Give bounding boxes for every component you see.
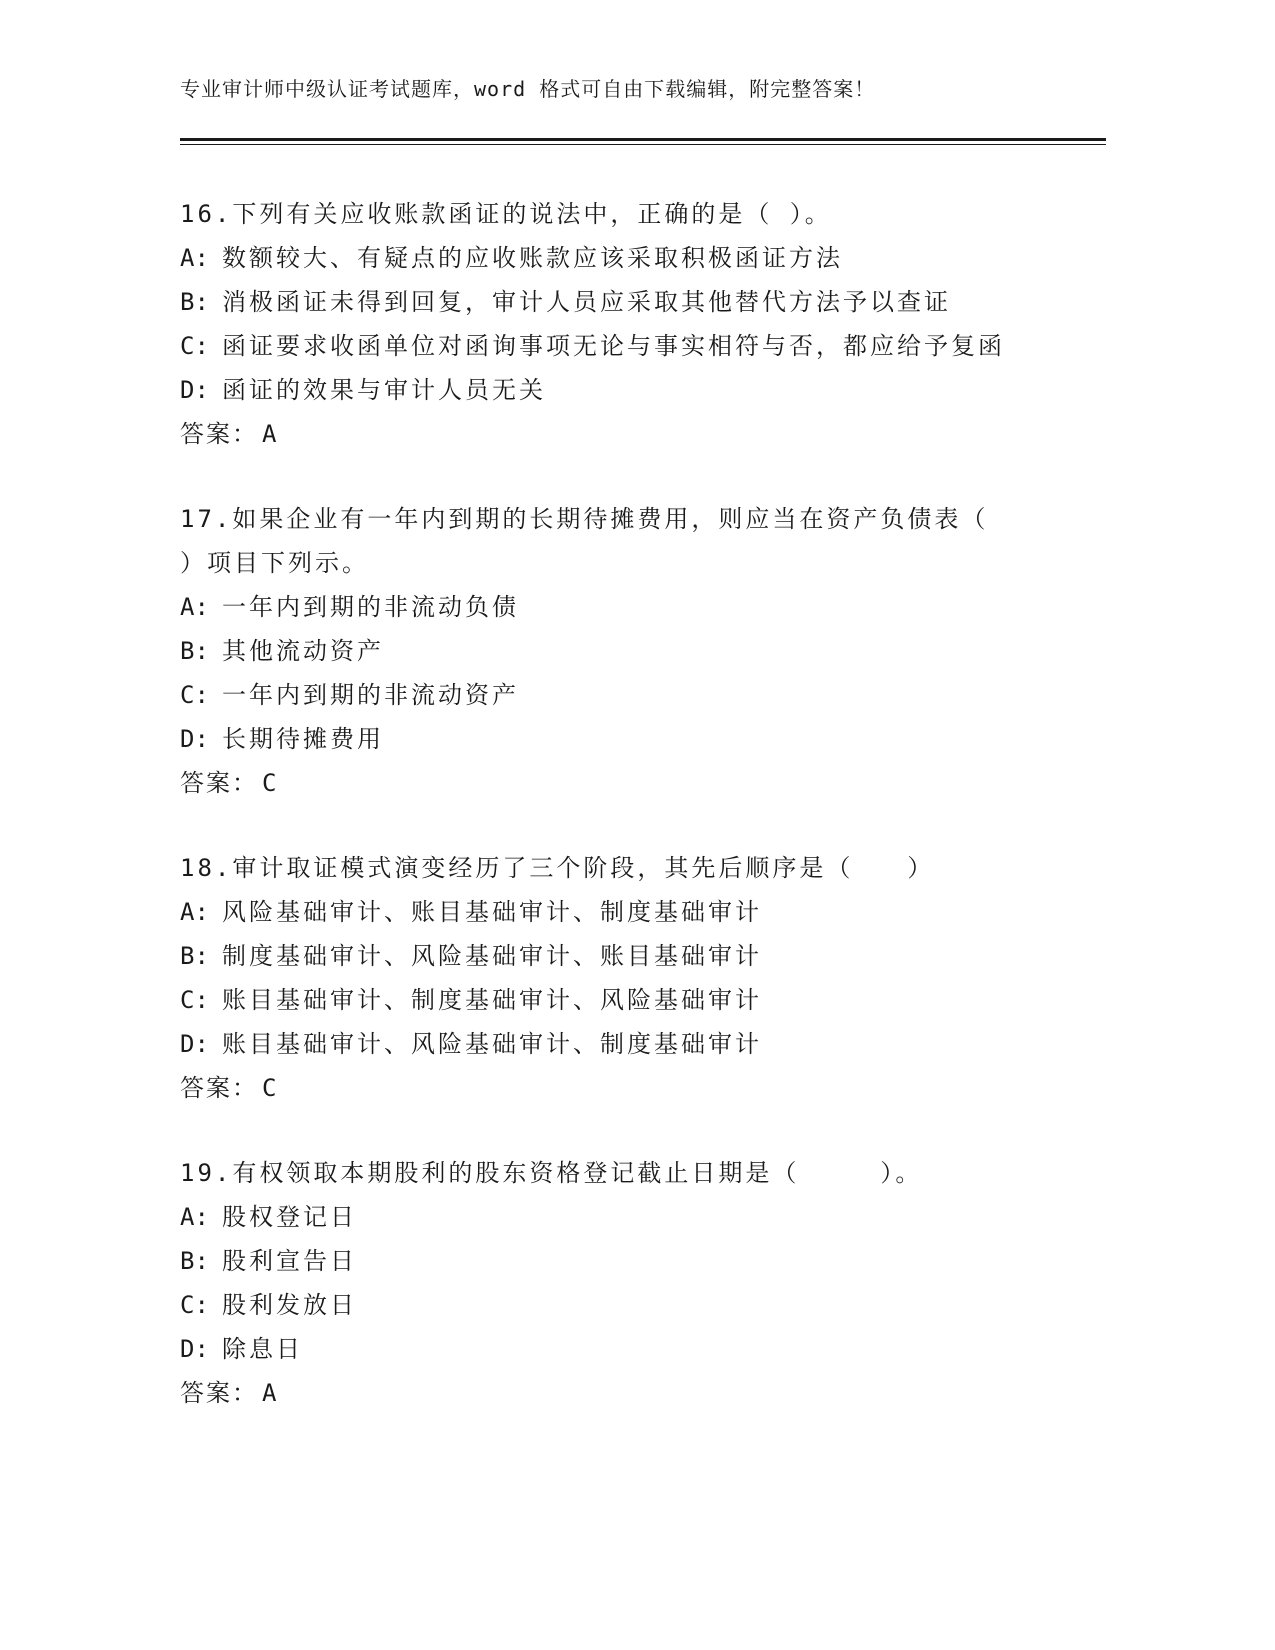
question-stem: 16.下列有关应收账款函证的说法中，正确的是（ ）。 xyxy=(180,200,832,228)
option-c xyxy=(180,673,1080,717)
option-text: 一年内到期的非流动资产 xyxy=(222,681,519,709)
option-key: C: xyxy=(180,332,209,360)
option-c xyxy=(180,1283,1080,1327)
option-text: 制度基础审计、风险基础审计、账目基础审计 xyxy=(222,942,762,970)
option-text: 函证要求收函单位对函询事项无论与事实相符与否，都应给予复函 xyxy=(222,332,1005,360)
option-d xyxy=(180,717,1080,761)
option-text: 一年内到期的非流动负债 xyxy=(222,593,519,621)
option-text: 股权登记日 xyxy=(222,1203,357,1231)
answer-value: A xyxy=(262,420,280,448)
question-18 xyxy=(180,846,1080,1110)
option-key: D: xyxy=(180,725,209,753)
option-key: C: xyxy=(180,681,209,709)
option-key: C: xyxy=(180,986,209,1014)
answer-label: 答案： xyxy=(180,1074,258,1102)
answer-label: 答案： xyxy=(180,769,258,797)
document-header: 专业审计师中级认证考试题库，word 格式可自由下载编辑，附完整答案！ xyxy=(180,77,876,101)
answer-value: C xyxy=(262,769,280,797)
option-text: 其他流动资产 xyxy=(222,637,384,665)
question-17 xyxy=(180,497,1080,805)
option-c xyxy=(180,324,1080,368)
option-text: 账目基础审计、制度基础审计、风险基础审计 xyxy=(222,986,762,1014)
option-key: D: xyxy=(180,1335,209,1363)
question-stem: 18.审计取证模式演变经历了三个阶段，其先后顺序是（ ） xyxy=(180,854,935,882)
option-key: A: xyxy=(180,1203,209,1231)
question-19 xyxy=(180,1151,1080,1415)
option-key: B: xyxy=(180,288,209,316)
option-text: 长期待摊费用 xyxy=(222,725,384,753)
answer-label: 答案： xyxy=(180,420,258,448)
option-a xyxy=(180,890,1080,934)
option-c xyxy=(180,978,1080,1022)
option-text: 账目基础审计、风险基础审计、制度基础审计 xyxy=(222,1030,762,1058)
question-16 xyxy=(180,192,1080,456)
option-key: A: xyxy=(180,593,209,621)
answer-line xyxy=(180,412,1080,456)
option-key: A: xyxy=(180,898,209,926)
question-stem-continued: ）项目下列示。 xyxy=(180,549,369,577)
option-b xyxy=(180,280,1080,324)
option-b xyxy=(180,1239,1080,1283)
answer-value: A xyxy=(262,1379,280,1407)
option-d xyxy=(180,368,1080,412)
option-text: 除息日 xyxy=(222,1335,303,1363)
option-key: B: xyxy=(180,942,209,970)
option-text: 函证的效果与审计人员无关 xyxy=(222,376,546,404)
option-key: B: xyxy=(180,637,209,665)
option-b xyxy=(180,629,1080,673)
answer-value: C xyxy=(262,1074,280,1102)
answer-line xyxy=(180,1371,1080,1415)
option-text: 风险基础审计、账目基础审计、制度基础审计 xyxy=(222,898,762,926)
option-a xyxy=(180,585,1080,629)
answer-label: 答案： xyxy=(180,1379,258,1407)
option-a xyxy=(180,1195,1080,1239)
option-b xyxy=(180,934,1080,978)
option-key: C: xyxy=(180,1291,209,1319)
option-key: A: xyxy=(180,244,209,272)
option-key: D: xyxy=(180,1030,209,1058)
header-rule-thick xyxy=(180,138,1106,141)
answer-line xyxy=(180,761,1080,805)
option-text: 数额较大、有疑点的应收账款应该采取积极函证方法 xyxy=(222,244,843,272)
option-text: 股利发放日 xyxy=(222,1291,357,1319)
option-a xyxy=(180,236,1080,280)
option-text: 股利宣告日 xyxy=(222,1247,357,1275)
option-d xyxy=(180,1327,1080,1371)
question-stem: 19.有权领取本期股利的股东资格登记截止日期是（ ）。 xyxy=(180,1159,923,1187)
question-stem: 17.如果企业有一年内到期的长期待摊费用，则应当在资产负债表（ xyxy=(180,505,989,533)
option-d xyxy=(180,1022,1080,1066)
option-key: B: xyxy=(180,1247,209,1275)
option-key: D: xyxy=(180,376,209,404)
answer-line xyxy=(180,1066,1080,1110)
option-text: 消极函证未得到回复，审计人员应采取其他替代方法予以查证 xyxy=(222,288,951,316)
header-rule-thin xyxy=(180,144,1106,145)
